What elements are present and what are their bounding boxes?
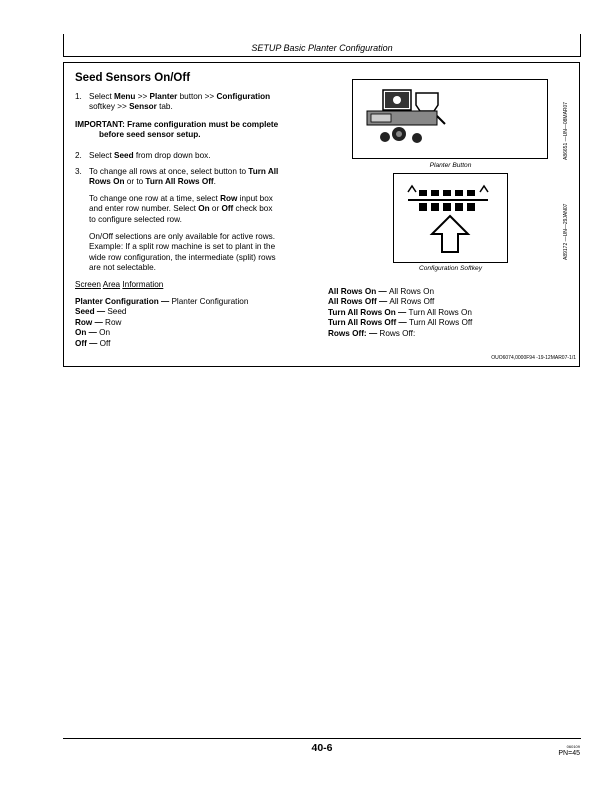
definition-item: All Rows On — All Rows On xyxy=(328,287,435,296)
configuration-softkey-figure xyxy=(393,173,508,263)
definition-item: Turn All Rows Off — Turn All Rows Off xyxy=(328,318,473,328)
figure-2-side-label: A89172 —UN—29JAN07 xyxy=(563,203,569,260)
single-row-instructions: To change one row at a time, select Row input box and enter row number. Select On or Off check box to configure selected row. xyxy=(89,194,273,224)
definition-item: Rows Off: — Rows Off: xyxy=(328,328,416,338)
right-definitions xyxy=(328,287,568,339)
footer-small-code: 060109 xyxy=(566,744,580,749)
page-number: 40-6 xyxy=(311,742,333,754)
step-3-number: 3. xyxy=(75,167,82,176)
definition-item: Off — Off xyxy=(75,338,111,348)
reference-code: OUO6074,0000F94 -19-12MAR07-1/1 xyxy=(491,355,576,361)
figure-1-caption: Planter Button xyxy=(429,162,472,169)
section-title: Seed Sensors On/Off xyxy=(75,72,191,84)
figure-1-side-label: A86651 —UN—08MAR07 xyxy=(563,101,569,160)
footer-pn: PN=45 xyxy=(558,750,580,757)
page-header-title: SETUP Basic Planter Configuration xyxy=(251,43,393,53)
definition-item: On — On xyxy=(75,328,111,338)
step-3-text: To change all rows at once, select button to Turn All Rows On or to Turn All Rows Off. xyxy=(89,167,279,187)
definition-item: Row — Row xyxy=(75,317,122,327)
step-2-number: 2. xyxy=(75,151,82,160)
screen-area-information-heading: Screen Area Information xyxy=(75,280,164,289)
left-definitions xyxy=(75,297,325,349)
definition-item: Planter Configuration — Planter Configuration xyxy=(75,297,249,306)
header-bottom-rule xyxy=(63,56,581,57)
definition-item: All Rows Off — All Rows Off xyxy=(328,297,435,307)
planter-button-figure xyxy=(352,79,548,159)
step-1-text: Select Menu >> Planter button >> Configuration softkey >> Sensor tab. xyxy=(89,92,271,112)
definition-item: Seed — Seed xyxy=(75,307,127,317)
step-1-number: 1. xyxy=(75,92,82,101)
step-2-text: Select Seed from drop down box. xyxy=(89,151,211,160)
important-note: IMPORTANT: Frame configuration must be complete before seed sensor setup. xyxy=(75,120,279,140)
configuration-softkey-icon xyxy=(394,174,507,262)
planter-icon xyxy=(353,80,547,158)
active-rows-note: On/Off selections are only available for active rows. Example: If a split row machine is set to plant in the wide row configuration, the intermediate (split) rows are not selectable. xyxy=(89,232,276,273)
figure-2-caption: Configuration Softkey xyxy=(418,265,483,272)
footer-rule xyxy=(63,738,581,739)
definition-item: Turn All Rows On — Turn All Rows On xyxy=(328,307,472,317)
